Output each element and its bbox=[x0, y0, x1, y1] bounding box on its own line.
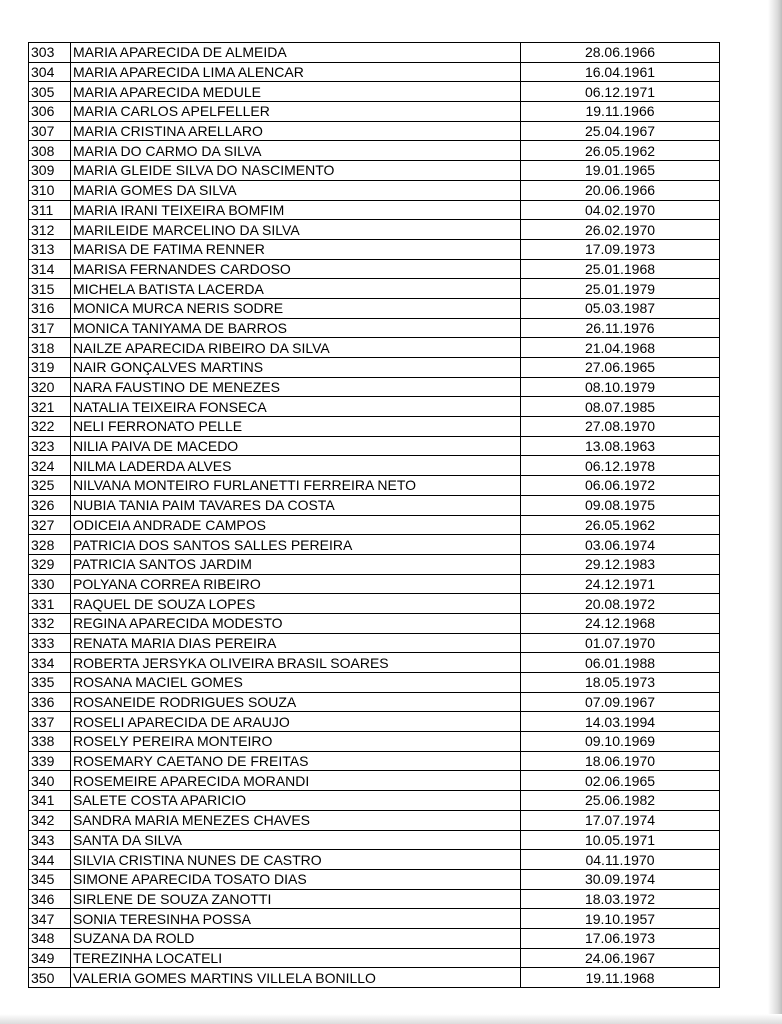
birth-date-cell: 18.03.1972 bbox=[521, 889, 720, 909]
row-number-cell: 327 bbox=[29, 515, 71, 535]
row-number-cell: 337 bbox=[29, 712, 71, 732]
birth-date-cell: 16.04.1961 bbox=[521, 62, 720, 82]
birth-date-cell: 18.06.1970 bbox=[521, 751, 720, 771]
row-number-cell: 331 bbox=[29, 594, 71, 614]
birth-date-cell: 26.05.1962 bbox=[521, 515, 720, 535]
row-number-cell: 349 bbox=[29, 948, 71, 968]
row-number-cell: 311 bbox=[29, 200, 71, 220]
birth-date-cell: 09.10.1969 bbox=[521, 732, 720, 752]
name-cell: MONICA TANIYAMA DE BARROS bbox=[71, 318, 521, 338]
roster-table-body bbox=[29, 43, 720, 988]
birth-date-cell: 19.01.1965 bbox=[521, 161, 720, 181]
birth-date-cell: 19.11.1966 bbox=[521, 102, 720, 122]
row-number-cell: 324 bbox=[29, 456, 71, 476]
row-number-cell: 320 bbox=[29, 377, 71, 397]
table-row bbox=[29, 830, 720, 850]
row-number-cell: 350 bbox=[29, 968, 71, 988]
table-row bbox=[29, 968, 720, 988]
row-number-cell: 329 bbox=[29, 554, 71, 574]
name-cell: MARIA DO CARMO DA SILVA bbox=[71, 141, 521, 161]
name-cell: MARIA CRISTINA ARELLARO bbox=[71, 121, 521, 141]
table-row bbox=[29, 239, 720, 259]
row-number-cell: 323 bbox=[29, 436, 71, 456]
row-number-cell: 309 bbox=[29, 161, 71, 181]
birth-date-cell: 04.11.1970 bbox=[521, 850, 720, 870]
row-number-cell: 343 bbox=[29, 830, 71, 850]
name-cell: ROSEMEIRE APARECIDA MORANDI bbox=[71, 771, 521, 791]
name-cell: MARISA DE FATIMA RENNER bbox=[71, 239, 521, 259]
row-number-cell: 347 bbox=[29, 909, 71, 929]
row-number-cell: 314 bbox=[29, 259, 71, 279]
name-cell: MARISA FERNANDES CARDOSO bbox=[71, 259, 521, 279]
table-row bbox=[29, 82, 720, 102]
row-number-cell: 336 bbox=[29, 692, 71, 712]
row-number-cell: 326 bbox=[29, 495, 71, 515]
table-row bbox=[29, 810, 720, 830]
birth-date-cell: 06.12.1971 bbox=[521, 82, 720, 102]
name-cell: MICHELA BATISTA LACERDA bbox=[71, 279, 521, 299]
table-row bbox=[29, 732, 720, 752]
name-cell: TEREZINHA LOCATELI bbox=[71, 948, 521, 968]
row-number-cell: 342 bbox=[29, 810, 71, 830]
row-number-cell: 325 bbox=[29, 476, 71, 496]
birth-date-cell: 01.07.1970 bbox=[521, 633, 720, 653]
page-bottom-shadow bbox=[0, 1014, 782, 1024]
name-cell: POLYANA CORREA RIBEIRO bbox=[71, 574, 521, 594]
birth-date-cell: 24.06.1967 bbox=[521, 948, 720, 968]
name-cell: SANTA DA SILVA bbox=[71, 830, 521, 850]
birth-date-cell: 25.04.1967 bbox=[521, 121, 720, 141]
birth-date-cell: 26.11.1976 bbox=[521, 318, 720, 338]
table-row bbox=[29, 554, 720, 574]
row-number-cell: 321 bbox=[29, 397, 71, 417]
table-row bbox=[29, 417, 720, 437]
name-cell: RENATA MARIA DIAS PEREIRA bbox=[71, 633, 521, 653]
table-row bbox=[29, 397, 720, 417]
table-row bbox=[29, 594, 720, 614]
table-row bbox=[29, 515, 720, 535]
birth-date-cell: 06.12.1978 bbox=[521, 456, 720, 476]
birth-date-cell: 28.06.1966 bbox=[521, 43, 720, 63]
birth-date-cell: 30.09.1974 bbox=[521, 869, 720, 889]
table-row bbox=[29, 613, 720, 633]
table-row bbox=[29, 161, 720, 181]
name-cell: PATRICIA SANTOS JARDIM bbox=[71, 554, 521, 574]
name-cell: ROSELI APARECIDA DE ARAUJO bbox=[71, 712, 521, 732]
table-row bbox=[29, 180, 720, 200]
table-row bbox=[29, 259, 720, 279]
birth-date-cell: 04.02.1970 bbox=[521, 200, 720, 220]
birth-date-cell: 06.06.1972 bbox=[521, 476, 720, 496]
roster-table bbox=[28, 42, 720, 988]
name-cell: ROBERTA JERSYKA OLIVEIRA BRASIL SOARES bbox=[71, 653, 521, 673]
birth-date-cell: 08.10.1979 bbox=[521, 377, 720, 397]
name-cell: SIMONE APARECIDA TOSATO DIAS bbox=[71, 869, 521, 889]
name-cell: MARIA APARECIDA LIMA ALENCAR bbox=[71, 62, 521, 82]
birth-date-cell: 25.06.1982 bbox=[521, 791, 720, 811]
birth-date-cell: 18.05.1973 bbox=[521, 673, 720, 693]
name-cell: MARIA CARLOS APELFELLER bbox=[71, 102, 521, 122]
table-row bbox=[29, 909, 720, 929]
name-cell: NARA FAUSTINO DE MENEZES bbox=[71, 377, 521, 397]
row-number-cell: 345 bbox=[29, 869, 71, 889]
birth-date-cell: 08.07.1985 bbox=[521, 397, 720, 417]
table-row bbox=[29, 298, 720, 318]
table-row bbox=[29, 476, 720, 496]
row-number-cell: 306 bbox=[29, 102, 71, 122]
birth-date-cell: 03.06.1974 bbox=[521, 535, 720, 555]
name-cell: SANDRA MARIA MENEZES CHAVES bbox=[71, 810, 521, 830]
birth-date-cell: 07.09.1967 bbox=[521, 692, 720, 712]
table-row bbox=[29, 200, 720, 220]
birth-date-cell: 25.01.1968 bbox=[521, 259, 720, 279]
row-number-cell: 339 bbox=[29, 751, 71, 771]
name-cell: MARIA APARECIDA MEDULE bbox=[71, 82, 521, 102]
birth-date-cell: 24.12.1971 bbox=[521, 574, 720, 594]
birth-date-cell: 09.08.1975 bbox=[521, 495, 720, 515]
row-number-cell: 313 bbox=[29, 239, 71, 259]
row-number-cell: 340 bbox=[29, 771, 71, 791]
birth-date-cell: 10.05.1971 bbox=[521, 830, 720, 850]
row-number-cell: 304 bbox=[29, 62, 71, 82]
name-cell: ROSANEIDE RODRIGUES SOUZA bbox=[71, 692, 521, 712]
row-number-cell: 335 bbox=[29, 673, 71, 693]
name-cell: VALERIA GOMES MARTINS VILLELA BONILLO bbox=[71, 968, 521, 988]
row-number-cell: 316 bbox=[29, 298, 71, 318]
name-cell: MONICA MURCA NERIS SODRE bbox=[71, 298, 521, 318]
table-row bbox=[29, 121, 720, 141]
name-cell: NILVANA MONTEIRO FURLANETTI FERREIRA NETO bbox=[71, 476, 521, 496]
row-number-cell: 308 bbox=[29, 141, 71, 161]
row-number-cell: 344 bbox=[29, 850, 71, 870]
name-cell: NAILZE APARECIDA RIBEIRO DA SILVA bbox=[71, 338, 521, 358]
name-cell: NATALIA TEIXEIRA FONSECA bbox=[71, 397, 521, 417]
name-cell: ROSEMARY CAETANO DE FREITAS bbox=[71, 751, 521, 771]
row-number-cell: 315 bbox=[29, 279, 71, 299]
name-cell: MARIA IRANI TEIXEIRA BOMFIM bbox=[71, 200, 521, 220]
row-number-cell: 312 bbox=[29, 220, 71, 240]
name-cell: SILVIA CRISTINA NUNES DE CASTRO bbox=[71, 850, 521, 870]
table-row bbox=[29, 771, 720, 791]
birth-date-cell: 21.04.1968 bbox=[521, 338, 720, 358]
row-number-cell: 332 bbox=[29, 613, 71, 633]
birth-date-cell: 19.10.1957 bbox=[521, 909, 720, 929]
table-row bbox=[29, 220, 720, 240]
birth-date-cell: 27.08.1970 bbox=[521, 417, 720, 437]
row-number-cell: 328 bbox=[29, 535, 71, 555]
table-row bbox=[29, 62, 720, 82]
birth-date-cell: 29.12.1983 bbox=[521, 554, 720, 574]
row-number-cell: 334 bbox=[29, 653, 71, 673]
name-cell: ROSELY PEREIRA MONTEIRO bbox=[71, 732, 521, 752]
table-row bbox=[29, 102, 720, 122]
birth-date-cell: 27.06.1965 bbox=[521, 358, 720, 378]
table-row bbox=[29, 535, 720, 555]
row-number-cell: 310 bbox=[29, 180, 71, 200]
name-cell: SIRLENE DE SOUZA ZANOTTI bbox=[71, 889, 521, 909]
name-cell: NELI FERRONATO PELLE bbox=[71, 417, 521, 437]
birth-date-cell: 13.08.1963 bbox=[521, 436, 720, 456]
table-row bbox=[29, 948, 720, 968]
table-row bbox=[29, 358, 720, 378]
table-row bbox=[29, 279, 720, 299]
row-number-cell: 322 bbox=[29, 417, 71, 437]
table-row bbox=[29, 338, 720, 358]
row-number-cell: 333 bbox=[29, 633, 71, 653]
row-number-cell: 338 bbox=[29, 732, 71, 752]
birth-date-cell: 17.09.1973 bbox=[521, 239, 720, 259]
table-row bbox=[29, 673, 720, 693]
table-row bbox=[29, 653, 720, 673]
name-cell: PATRICIA DOS SANTOS SALLES PEREIRA bbox=[71, 535, 521, 555]
table-row bbox=[29, 574, 720, 594]
row-number-cell: 305 bbox=[29, 82, 71, 102]
name-cell: MARIA GLEIDE SILVA DO NASCIMENTO bbox=[71, 161, 521, 181]
birth-date-cell: 24.12.1968 bbox=[521, 613, 720, 633]
row-number-cell: 318 bbox=[29, 338, 71, 358]
table-row bbox=[29, 43, 720, 63]
table-row bbox=[29, 791, 720, 811]
name-cell: MARIA APARECIDA DE ALMEIDA bbox=[71, 43, 521, 63]
table-row bbox=[29, 889, 720, 909]
birth-date-cell: 17.06.1973 bbox=[521, 928, 720, 948]
row-number-cell: 319 bbox=[29, 358, 71, 378]
birth-date-cell: 02.06.1965 bbox=[521, 771, 720, 791]
birth-date-cell: 20.06.1966 bbox=[521, 180, 720, 200]
birth-date-cell: 06.01.1988 bbox=[521, 653, 720, 673]
name-cell: SALETE COSTA APARICIO bbox=[71, 791, 521, 811]
table-row bbox=[29, 495, 720, 515]
name-cell: SUZANA DA ROLD bbox=[71, 928, 521, 948]
name-cell: NUBIA TANIA PAIM TAVARES DA COSTA bbox=[71, 495, 521, 515]
birth-date-cell: 26.05.1962 bbox=[521, 141, 720, 161]
table-row bbox=[29, 633, 720, 653]
row-number-cell: 307 bbox=[29, 121, 71, 141]
name-cell: NAIR GONÇALVES MARTINS bbox=[71, 358, 521, 378]
table-row bbox=[29, 712, 720, 732]
table-row bbox=[29, 928, 720, 948]
name-cell: REGINA APARECIDA MODESTO bbox=[71, 613, 521, 633]
table-row bbox=[29, 436, 720, 456]
table-row bbox=[29, 692, 720, 712]
name-cell: SONIA TERESINHA POSSA bbox=[71, 909, 521, 929]
name-cell: RAQUEL DE SOUZA LOPES bbox=[71, 594, 521, 614]
birth-date-cell: 14.03.1994 bbox=[521, 712, 720, 732]
table-row bbox=[29, 141, 720, 161]
table-row bbox=[29, 869, 720, 889]
name-cell: MARIA GOMES DA SILVA bbox=[71, 180, 521, 200]
name-cell: ODICEIA ANDRADE CAMPOS bbox=[71, 515, 521, 535]
table-row bbox=[29, 456, 720, 476]
birth-date-cell: 26.02.1970 bbox=[521, 220, 720, 240]
birth-date-cell: 19.11.1968 bbox=[521, 968, 720, 988]
row-number-cell: 317 bbox=[29, 318, 71, 338]
name-cell: NILMA LADERDA ALVES bbox=[71, 456, 521, 476]
row-number-cell: 346 bbox=[29, 889, 71, 909]
birth-date-cell: 25.01.1979 bbox=[521, 279, 720, 299]
row-number-cell: 341 bbox=[29, 791, 71, 811]
birth-date-cell: 20.08.1972 bbox=[521, 594, 720, 614]
name-cell: NILIA PAIVA DE MACEDO bbox=[71, 436, 521, 456]
row-number-cell: 303 bbox=[29, 43, 71, 63]
row-number-cell: 348 bbox=[29, 928, 71, 948]
table-row bbox=[29, 751, 720, 771]
row-number-cell: 330 bbox=[29, 574, 71, 594]
page-edge-shadow bbox=[768, 0, 782, 1024]
name-cell: ROSANA MACIEL GOMES bbox=[71, 673, 521, 693]
table-row bbox=[29, 318, 720, 338]
name-cell: MARILEIDE MARCELINO DA SILVA bbox=[71, 220, 521, 240]
table-row bbox=[29, 377, 720, 397]
table-row bbox=[29, 850, 720, 870]
birth-date-cell: 05.03.1987 bbox=[521, 298, 720, 318]
birth-date-cell: 17.07.1974 bbox=[521, 810, 720, 830]
